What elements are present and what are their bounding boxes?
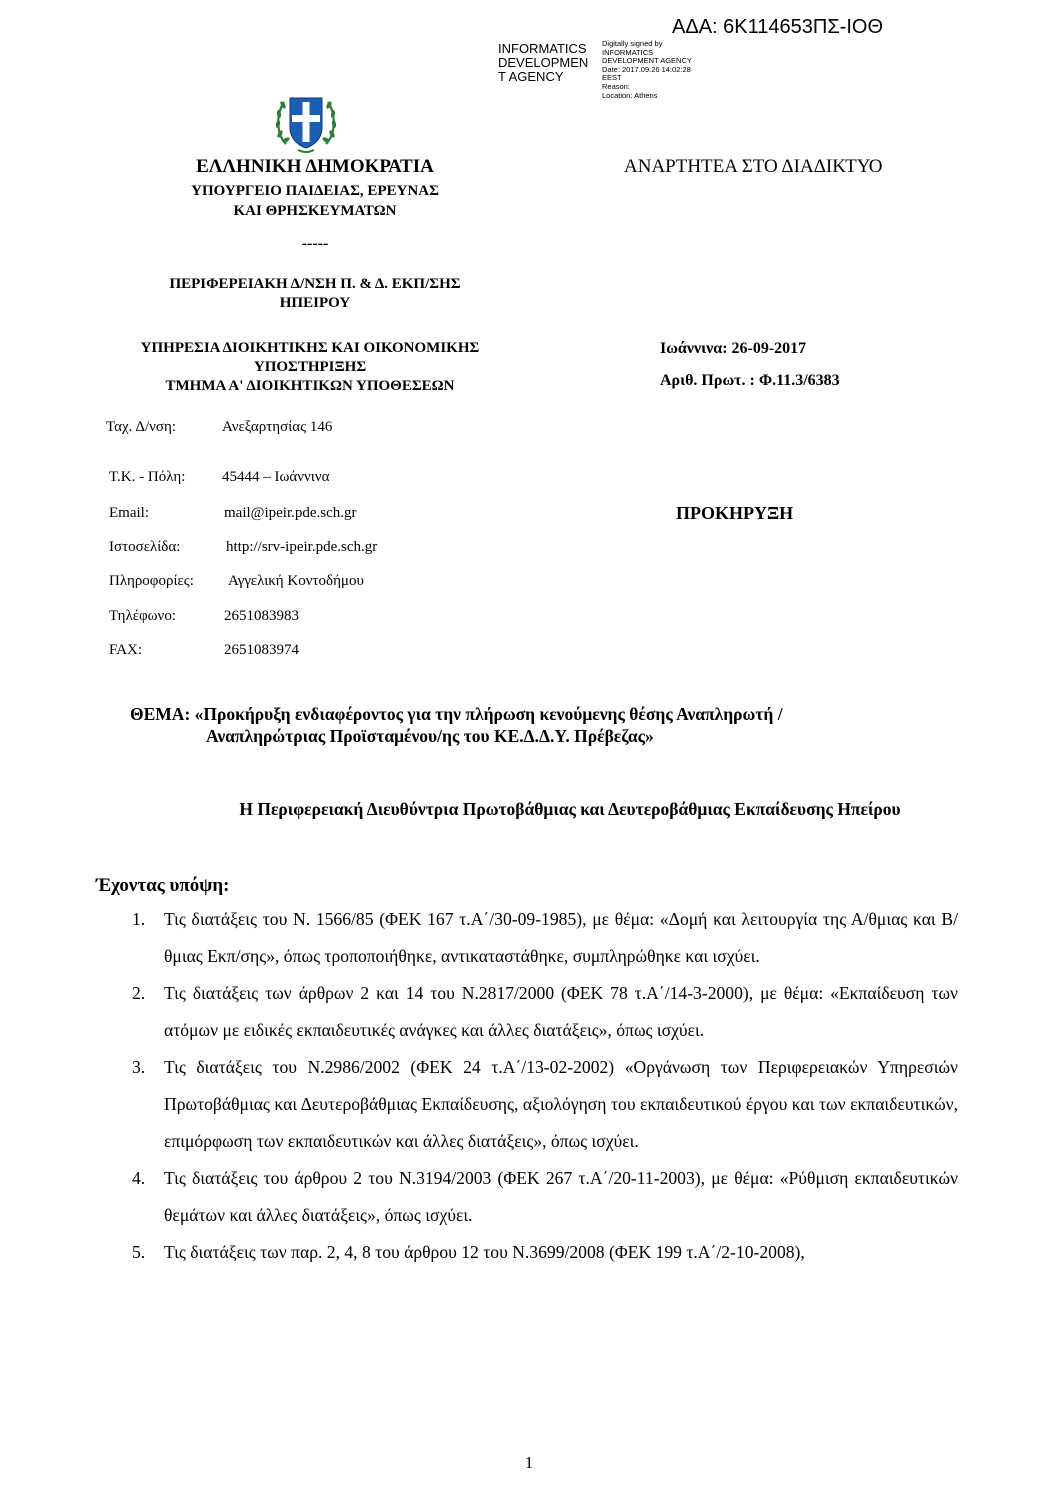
page-number: 1 bbox=[524, 1453, 534, 1472]
signature-detail-line: Date: 2017.09.26 14:02:28 bbox=[602, 64, 691, 74]
list-item bbox=[132, 1234, 958, 1271]
subject-line: ΘΕΜΑ: «Προκήρυξη ενδιαφέροντος για την πλήρωση κενούμενης θέσης Αναπληρωτή / bbox=[130, 704, 783, 724]
service-line: ΥΠΟΣΤΗΡΙΞΗΣ bbox=[253, 359, 367, 375]
list-item bbox=[132, 1049, 958, 1160]
contact-label: Τ.Κ. - Πόλη: bbox=[109, 469, 186, 485]
service-line: ΥΠΗΡΕΣΙΑ ΔΙΟΙΚΗΤΙΚΗΣ ΚΑΙ ΟΙΚΟΝΟΜΙΚΗΣ bbox=[140, 340, 480, 356]
country-name: ΕΛΛΗΝΙΚΗ ΔΗΜΟΚΡΑΤΙΑ bbox=[196, 156, 434, 177]
ministry-line: ΥΠΟΥΡΓΕΙΟ ΠΑΙΔΕΙΑΣ, ΕΡΕΥΝΑΣ bbox=[191, 183, 439, 199]
list-item bbox=[132, 975, 958, 1049]
contact-value: 2651083983 bbox=[224, 608, 299, 624]
contact-value: Ανεξαρτησίας 146 bbox=[222, 419, 333, 435]
list-item-number: 3. bbox=[132, 1057, 146, 1077]
contact-label: Ταχ. Δ/νση: bbox=[106, 419, 177, 435]
signature-details bbox=[602, 40, 692, 100]
contact-label: FAX: bbox=[109, 642, 143, 658]
ada-code: ΑΔΑ: 6Κ114653ΠΣ-ΙΟΘ bbox=[672, 16, 884, 38]
signature-detail-line: Digitally signed by bbox=[602, 39, 663, 48]
list-item-text: Τις διατάξεις των παρ. 2, 4, 8 του άρθρου 12 του Ν.3699/2008 (ΦΕΚ 199 τ.Α΄/2-10-2008), bbox=[164, 1242, 805, 1262]
contact-value: Αγγελική Κοντοδήμου bbox=[228, 573, 364, 589]
contact-value: 2651083974 bbox=[224, 642, 299, 658]
signature-org-line: INFORMATICS bbox=[498, 41, 587, 56]
regional-line: ΠΕΡΙΦΕΡΕΙΑΚΗ Δ/ΝΣΗ Π. & Δ. ΕΚΠ/ΣΗΣ bbox=[169, 276, 461, 292]
signature-detail-line: DEVELOPMENT AGENCY bbox=[602, 56, 692, 66]
regional-line: ΗΠΕΙΡΟΥ bbox=[279, 295, 351, 311]
signature-detail-line: Reason: bbox=[602, 81, 630, 91]
subject-line-continued: Αναπληρώτριας Προϊσταμένου/ης του ΚΕ.Δ.Δ.Υ. Πρέβεζας» bbox=[206, 726, 654, 746]
signature-detail-line: EEST bbox=[602, 73, 622, 83]
protocol-number: Αριθ. Πρωτ. : Φ.11.3/6383 bbox=[660, 372, 840, 389]
email-link[interactable]: mail@ipeir.pde.sch.gr bbox=[224, 505, 357, 521]
regional-directorate bbox=[90, 275, 540, 313]
director-title: Η Περιφερειακή Διευθύντρια Πρωτοβάθμιας και Δευτεροβάθμιας Εκπαίδευσης Ηπείρου bbox=[239, 799, 901, 819]
publish-note: ΑΝΑΡΤΗΤΕΑ ΣΤΟ ΔΙΑΔΙΚΤΥΟ bbox=[624, 156, 883, 177]
service-department bbox=[80, 339, 540, 396]
list-item bbox=[132, 1160, 958, 1234]
ministry-name bbox=[120, 181, 510, 221]
contact-value: 45444 – Ιωάννινα bbox=[222, 469, 330, 485]
signature-organization bbox=[498, 42, 588, 84]
contact-label: Email: bbox=[109, 505, 149, 521]
contact-label: Ιστοσελίδα: bbox=[109, 539, 181, 555]
greek-emblem-icon bbox=[272, 88, 340, 156]
list-item-text: Τις διατάξεις του Ν. 1566/85 (ΦΕΚ 167 τ.Α΄/30-09-1985), με θέμα: «Δομή και λειτουργία της Α/θμιας και Β/θμιας Εκπ/σης», όπως τροποποιήθηκε, αντικαταστάθηκε, συμπληρώθηκε και ισχύει. bbox=[164, 909, 958, 966]
signature-org-line: T AGENCY bbox=[498, 69, 564, 84]
service-line: ΤΜΗΜΑ Α' ΔΙΟΙΚΗΤΙΚΩΝ ΥΠΟΘΕΣΕΩΝ bbox=[165, 378, 455, 394]
list-item-number: 1. bbox=[132, 909, 146, 929]
signature-detail-line: INFORMATICS bbox=[602, 47, 654, 57]
document-date: Ιωάννινα: 26-09-2017 bbox=[660, 340, 807, 357]
signature-org-line: DEVELOPMEN bbox=[498, 55, 589, 70]
list-item-number: 5. bbox=[132, 1242, 146, 1262]
list-item-number: 2. bbox=[132, 983, 146, 1003]
considerations-list bbox=[132, 901, 958, 1271]
list-item-number: 4. bbox=[132, 1168, 146, 1188]
contact-label: Πληροφορίες: bbox=[109, 573, 194, 589]
announcement-title: ΠΡΟΚΗΡΥΞΗ bbox=[676, 503, 794, 523]
list-item-text: Τις διατάξεις του Ν.2986/2002 (ΦΕΚ 24 τ.Α΄/13-02-2002) «Οργάνωση των Περιφερειακών Υπηρεσιών Πρωτοβάθμιας και Δευτεροβάθμιας Εκπαίδευσης, αξιολόγηση του εκπαιδευτικού έργου και των εκπαιδευτικών, επιμόρφωση των εκπαιδευτικών και άλλες διατάξεις», όπως ισχύει. bbox=[164, 1057, 958, 1151]
considering-heading: Έχοντας υπόψη: bbox=[96, 875, 230, 896]
list-item-text: Τις διατάξεις του άρθρου 2 του Ν.3194/2003 (ΦΕΚ 267 τ.Α΄/20-11-2003), με θέμα: «Ρύθμιση εκπαιδευτικών θεμάτων και άλλες διατάξεις», όπως ισχύει. bbox=[164, 1168, 958, 1225]
website-link[interactable]: http://srv-ipeir.pde.sch.gr bbox=[226, 539, 378, 555]
contact-label: Τηλέφωνο: bbox=[109, 608, 177, 624]
signature-detail-line: Location: Athens bbox=[602, 90, 658, 100]
header-separator: ----- bbox=[301, 235, 329, 252]
list-item-text: Τις διατάξεις των άρθρων 2 και 14 του Ν.2817/2000 (ΦΕΚ 78 τ.Α΄/14-3-2000), με θέμα: «Εκπαίδευση των ατόμων με ειδικές εκπαιδευτικές ανάγκες και άλλες διατάξεις», όπως ισχύει. bbox=[164, 983, 958, 1040]
list-item bbox=[132, 901, 958, 975]
ministry-line: ΚΑΙ ΘΡΗΣΚΕΥΜΑΤΩΝ bbox=[233, 203, 397, 219]
